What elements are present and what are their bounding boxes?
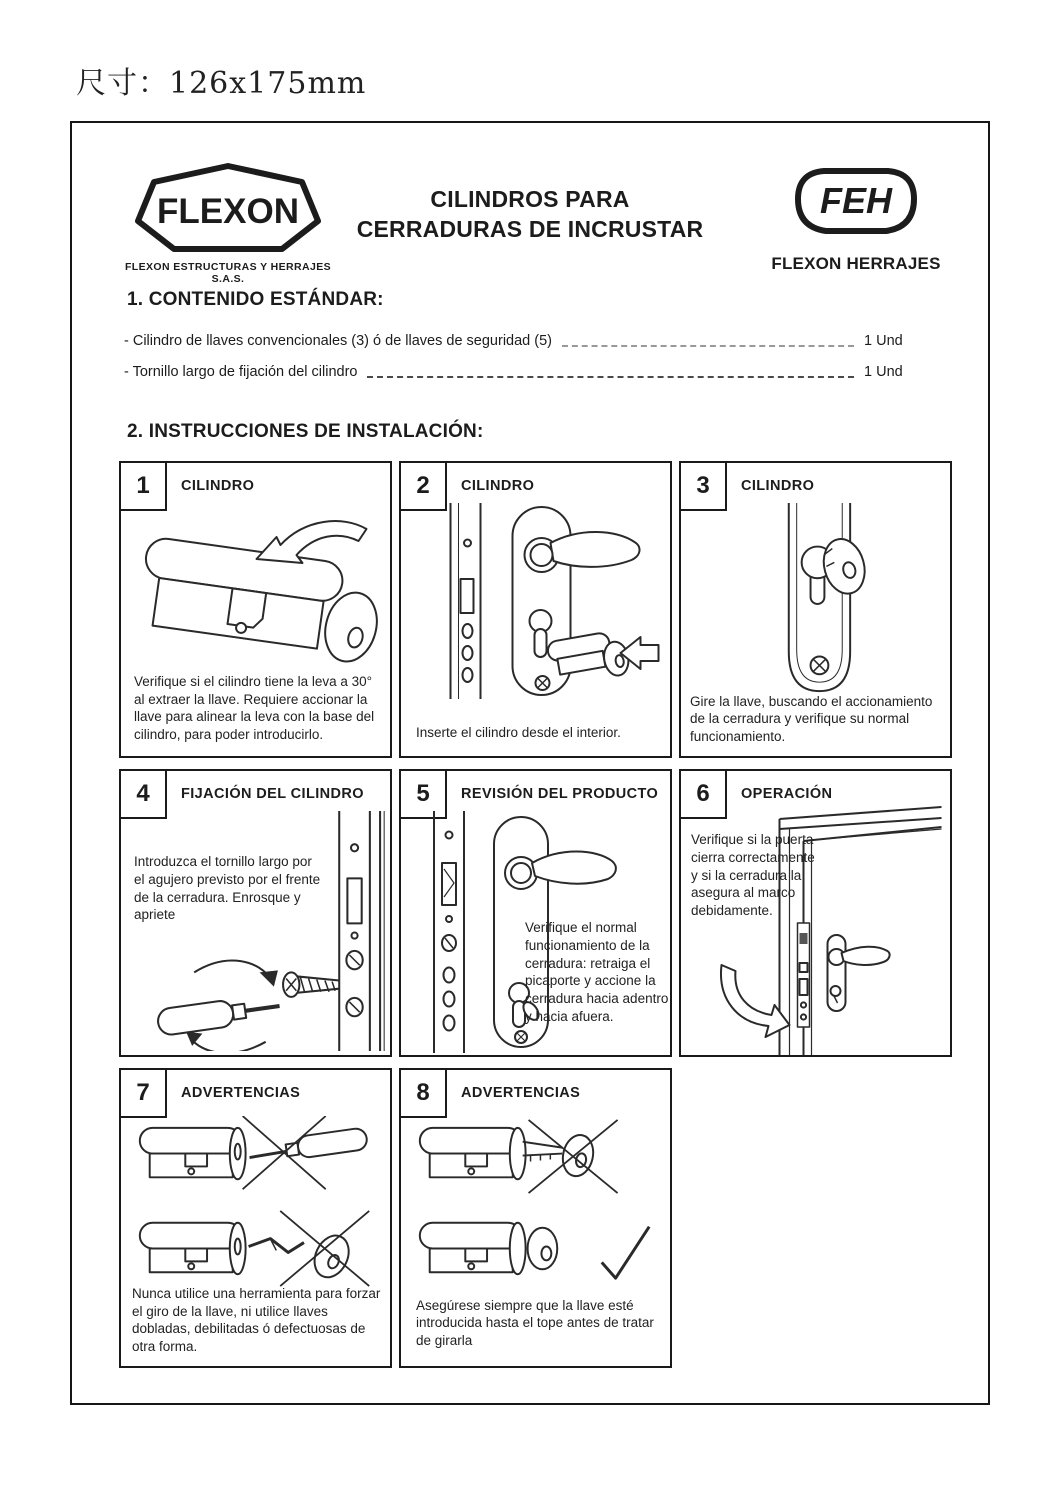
content-item: [124, 356, 916, 387]
feh-logo-text: FEH: [820, 180, 892, 221]
feh-logo-subtext: FLEXON HERRAJES: [771, 254, 941, 273]
size-note-value: 126x175mm: [169, 66, 367, 101]
warning-no-tools-illustration: [129, 1116, 382, 1292]
panel-title: CILINDRO: [181, 478, 255, 494]
title-line-2: CERRADURAS DE INCRUSTAR: [356, 215, 704, 242]
panel-caption: Gire la llave, buscando el accionamiento de la cerradura y verifique su normal funcionamiento.: [690, 693, 933, 745]
panel-number: 5: [399, 769, 447, 819]
flexon-logo-badge-icon: [130, 163, 326, 253]
panel-title: REVISIÓN DEL PRODUCTO: [461, 786, 659, 802]
content-item-label: - Cilindro de llaves convencionales (3) ó de llaves de seguridad (5): [124, 332, 552, 349]
panel-caption: Introduzca el tornillo largo por el agujero previsto por el frente de la cerradura. Enrosque y apriete: [134, 854, 321, 923]
panel-number: 6: [679, 769, 727, 819]
panel-1-cilindro: [119, 461, 392, 758]
warning-key-insertion-illustration: [409, 1116, 662, 1292]
turn-key-illustration: [689, 503, 942, 701]
panel-2-cilindro: [399, 461, 672, 758]
screwdriver-illustration: [127, 811, 386, 1051]
sheet-border: [70, 121, 990, 1405]
dashed-leader: [367, 366, 854, 378]
section2-heading: 2. INSTRUCCIONES DE INSTALACIÓN:: [127, 421, 484, 442]
flexon-logo-text: FLEXON: [157, 192, 299, 231]
panel-7-advertencias: [119, 1068, 392, 1368]
panel-5-revision: [399, 769, 672, 1057]
panel-caption: Nunca utilice una herramienta para forzar el giro de la llave, ni utilice llaves dobladas, debilitadas ó defectuosas de otra forma.: [132, 1285, 381, 1355]
panel-caption: Inserte el cilindro desde el interior.: [416, 725, 621, 741]
panel-number: 8: [399, 1068, 447, 1118]
content-item: [124, 325, 916, 356]
content-item-qty: 1 Und: [864, 363, 903, 380]
panel-title: ADVERTENCIAS: [181, 1085, 301, 1101]
panel-title: CILINDRO: [461, 478, 535, 494]
panel-number: 3: [679, 461, 727, 511]
cylinder-with-key-illustration: [127, 509, 384, 689]
panel-caption: Verifique si el cilindro tiene la leva a 30° al extraer la llave. Requiere accionar la llave para alinear la leva con la base del cilindro, para poder introducirlo.: [134, 673, 375, 743]
panel-number: 7: [119, 1068, 167, 1118]
content-item-qty: 1 Und: [864, 332, 903, 349]
panel-number: 1: [119, 461, 167, 511]
panel-6-operacion: [679, 769, 952, 1057]
panel-number: 4: [119, 769, 167, 819]
size-note: [76, 58, 366, 102]
panel-caption: Verifique el normal funcionamiento de la cerradura: retraiga el picaporte y accione la cerradura hacia adentro y hacia afuera.: [525, 920, 669, 1025]
panel-caption: Verifique si la puerta cierra correctamente y si la cerradura la asegura al marco debidamente.: [691, 832, 815, 919]
panel-4-fijacion: [119, 769, 392, 1057]
title-line-1: CILINDROS PARA: [430, 186, 630, 212]
panel-title: OPERACIÓN: [741, 786, 833, 802]
panel-title: FIJACIÓN DEL CILINDRO: [181, 786, 364, 802]
content-item-label: - Tornillo largo de fijación del cilindro: [124, 363, 358, 380]
feh-logo-badge-icon: [794, 167, 918, 235]
flexon-logo: [114, 163, 342, 285]
panel-caption: Asegúrese siempre que la llave esté introducida hasta el tope antes de tratar de girarla: [416, 1297, 654, 1349]
size-note-label: 尺寸：: [76, 66, 169, 101]
feh-logo: [768, 167, 944, 274]
flexon-logo-subtext: FLEXON ESTRUCTURAS Y HERRAJES S.A.S.: [124, 261, 332, 285]
panel-3-cilindro: [679, 461, 952, 758]
panel-title: CILINDRO: [741, 478, 815, 494]
instruction-panel-grid: [119, 461, 952, 1368]
panel-number: 2: [399, 461, 447, 511]
panel-8-advertencias: [399, 1068, 672, 1368]
document-title: [310, 185, 750, 245]
section1-item-list: [124, 325, 916, 387]
dashed-leader: [562, 335, 854, 347]
insert-cylinder-illustration: [409, 503, 662, 699]
section1-heading: 1. CONTENIDO ESTÁNDAR:: [127, 289, 384, 310]
panel-title: ADVERTENCIAS: [461, 1085, 581, 1101]
